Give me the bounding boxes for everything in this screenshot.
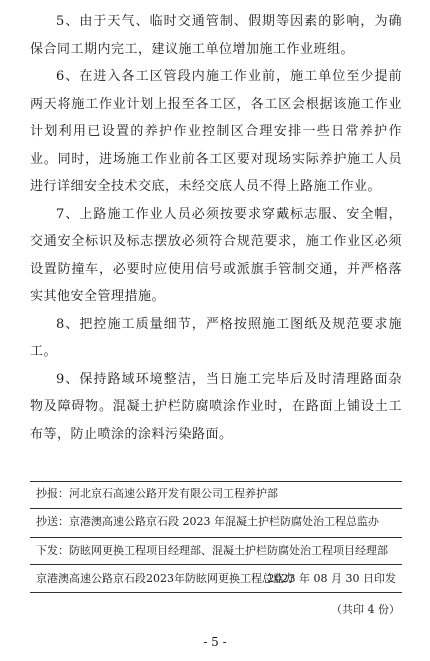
divider-top: [30, 481, 402, 482]
paragraph-item-6: 6、在进入各工区管段内施工作业前，施工单位至少提前两天将施工作业计划上报至各工区，各工区会根据该施工作业计划利用已设置的养护作业控制区合理安排一些日常养护作业。同时，进场施工作业前各工区要对现场实际养护施工人员进行详细安全技术交底，未经交底人员不得上路施工作业。: [30, 69, 402, 194]
paragraph-item-8: 8、把控施工质量细节，严格按照施工图纸及规范要求施工。: [30, 316, 402, 359]
divider-bottom: [30, 592, 402, 593]
copy-to-line: 抄送：京港澳高速公路京石段 2023 年混凝土护栏防腐处治工程总监办: [36, 515, 379, 528]
paragraph-item-7: 7、上路施工作业人员必须按要求穿戴标志服、安全帽，交通安全标识及标志摆放必须符合规范要求，施工作业区必须设置防撞车，必要时应使用信号或派旗手管制交通，并严格落实其他安全管理措施。: [30, 206, 402, 304]
report-to-line: 抄报：河北京石高速公路开发有限公司工程养护部: [36, 487, 278, 500]
divider: [30, 537, 402, 538]
divider: [30, 564, 402, 565]
issue-to-line: 下发：防眩网更换工程项目经理部、混凝土护栏防腐处治工程项目经理部: [36, 544, 388, 557]
divider: [30, 508, 402, 509]
issuer-name: 京港澳高速公路京石段2023年防眩网更换工程总监办: [36, 572, 295, 585]
document-body: [30, 8, 402, 448]
paragraph-item-9: 9、保持路域环境整洁，当日施工完毕后及时清理路面杂物及障碍物。混凝土护栏防腐喷涂作业时，在路面上铺设土工布等，防止喷涂的涂料污染路面。: [30, 371, 402, 442]
copies-count: （共印 4 份）: [331, 603, 400, 616]
issuer-line: [36, 571, 396, 587]
issue-date: 2023 年 08 月 30 日印发: [267, 572, 396, 585]
paragraph-item-5: 5、由于天气、临时交通管制、假期等因素的影响，为确保合同工期内完工，建议施工单位增加施工作业班组。: [30, 14, 402, 57]
page-number: - 5 -: [203, 635, 227, 649]
